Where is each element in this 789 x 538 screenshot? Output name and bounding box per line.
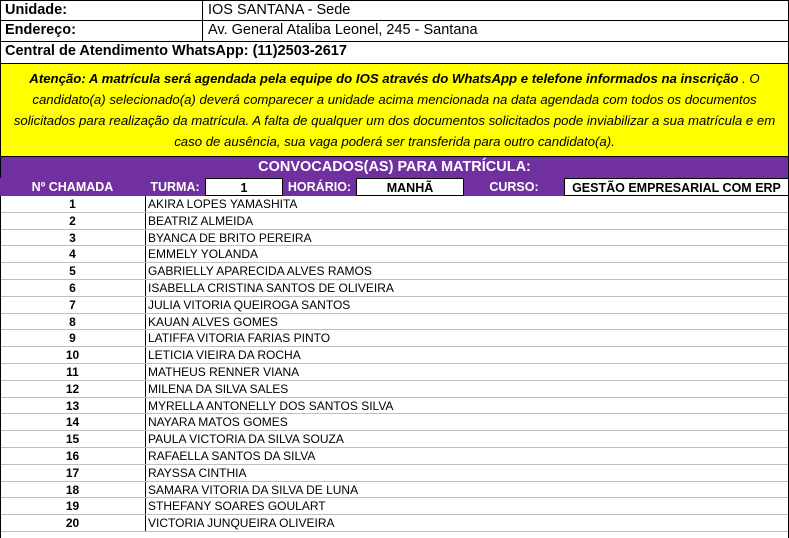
- candidate-name: BYANCA DE BRITO PEREIRA: [145, 230, 789, 246]
- notice-bold: Atenção: A matrícula será agendada pela equipe do IOS através do WhatsApp e telefone informados na inscrição: [29, 71, 739, 86]
- candidate-name: PAULA VICTORIA DA SILVA SOUZA: [145, 431, 789, 447]
- row-number: 2: [69, 213, 76, 228]
- row-number: 17: [65, 465, 80, 480]
- row-number: 20: [65, 516, 80, 531]
- table-row: [0, 465, 789, 482]
- endereco-label: Endereço:: [0, 21, 203, 41]
- candidate-name: MYRELLA ANTONELLY DOS SANTOS SILVA: [145, 398, 789, 414]
- table-row: [0, 515, 789, 532]
- table-row: [0, 364, 789, 381]
- row-number: 4: [69, 247, 76, 262]
- table-row: [0, 431, 789, 448]
- table-row: [0, 347, 789, 364]
- attention-notice: [0, 64, 789, 157]
- horario-label: HORÁRIO:: [283, 178, 356, 196]
- table-row: [0, 213, 789, 230]
- table-row: [0, 498, 789, 515]
- candidate-name: LATIFFA VITORIA FARIAS PINTO: [145, 330, 789, 346]
- left-border: [0, 196, 1, 538]
- row-number: 7: [69, 297, 76, 312]
- table-row: [0, 196, 789, 213]
- table-row: [0, 280, 789, 297]
- table-row: [0, 246, 789, 263]
- row-number: 16: [65, 449, 80, 463]
- table-row: [0, 263, 789, 280]
- whatsapp-line: Central de Atendimento WhatsApp: (11)2503-2617: [0, 42, 789, 64]
- curso-value: GESTÃO EMPRESARIAL COM ERP: [564, 178, 789, 196]
- turma-label: TURMA:: [145, 178, 205, 196]
- unidade-label: Unidade:: [0, 1, 203, 20]
- candidate-name: JULIA VITORIA QUEIROGA SANTOS: [145, 297, 789, 313]
- row-number: 19: [65, 499, 80, 514]
- numero-header: Nº CHAMADA: [0, 178, 145, 196]
- row-number: 14: [65, 415, 80, 430]
- candidate-name: SAMARA VITORIA DA SILVA DE LUNA: [145, 482, 789, 498]
- row-number: 13: [65, 398, 80, 413]
- table-row: [0, 314, 789, 331]
- candidate-name: VICTORIA JUNQUEIRA OLIVEIRA: [145, 515, 789, 531]
- row-number: 3: [69, 230, 76, 245]
- row-number: 15: [65, 432, 80, 447]
- horario-value: MANHÃ: [356, 178, 464, 196]
- table-row: [0, 414, 789, 431]
- candidate-name: KAUAN ALVES GOMES: [145, 314, 789, 330]
- row-number: 12: [65, 381, 80, 396]
- unidade-value: IOS SANTANA - Sede: [203, 1, 789, 20]
- notice-rest: . O candidato(a) selecionado(a) deverá comparecer a unidade acima mencionada na data agendada com todos os documentos solicitados para realização da matrícula. A falta de qualquer um dos documentos solicitados pode inviabilizar a sua matrícula e em caso de ausência, sua vaga poderá ser transferida para outro candidato(a).: [13, 71, 776, 149]
- candidate-name: RAFAELLA SANTOS DA SILVA: [145, 448, 789, 464]
- candidate-name: GABRIELLY APARECIDA ALVES RAMOS: [145, 263, 789, 279]
- table-row: [0, 381, 789, 398]
- row-number: 9: [69, 331, 76, 346]
- candidate-name: ISABELLA CRISTINA SANTOS DE OLIVEIRA: [145, 280, 789, 296]
- row-number: 18: [65, 482, 80, 497]
- turma-value: 1: [205, 178, 283, 196]
- candidate-name: LETICIA VIEIRA DA ROCHA: [145, 347, 789, 363]
- section-title: CONVOCADOS(AS) PARA MATRÍCULA:: [0, 157, 789, 178]
- candidate-name: EMMELY YOLANDA: [145, 246, 789, 262]
- candidate-name: STHEFANY SOARES GOULART: [145, 498, 789, 514]
- row-number: 5: [69, 264, 76, 279]
- endereco-value: Av. General Ataliba Leonel, 245 - Santana: [203, 21, 789, 41]
- candidate-name: MATHEUS RENNER VIANA: [145, 364, 789, 380]
- table-row: [0, 398, 789, 415]
- candidate-name: MILENA DA SILVA SALES: [145, 381, 789, 397]
- table-row: [0, 482, 789, 499]
- endereco-row: [0, 21, 789, 42]
- candidate-name: BEATRIZ ALMEIDA: [145, 213, 789, 229]
- row-number: 10: [65, 348, 80, 363]
- table-row: [0, 297, 789, 314]
- table-row: [0, 330, 789, 347]
- row-number: 11: [66, 365, 79, 379]
- candidate-name: RAYSSA CINTHIA: [145, 465, 789, 481]
- candidate-name: AKIRA LOPES YAMASHITA: [145, 196, 789, 212]
- table-row: [0, 448, 789, 465]
- unidade-row: [0, 0, 789, 21]
- row-number: 6: [69, 281, 76, 295]
- row-number: 8: [69, 314, 76, 329]
- row-number: 1: [69, 197, 76, 211]
- candidate-name: NAYARA MATOS GOMES: [145, 414, 789, 430]
- curso-label: CURSO:: [464, 178, 564, 196]
- table-row: [0, 230, 789, 247]
